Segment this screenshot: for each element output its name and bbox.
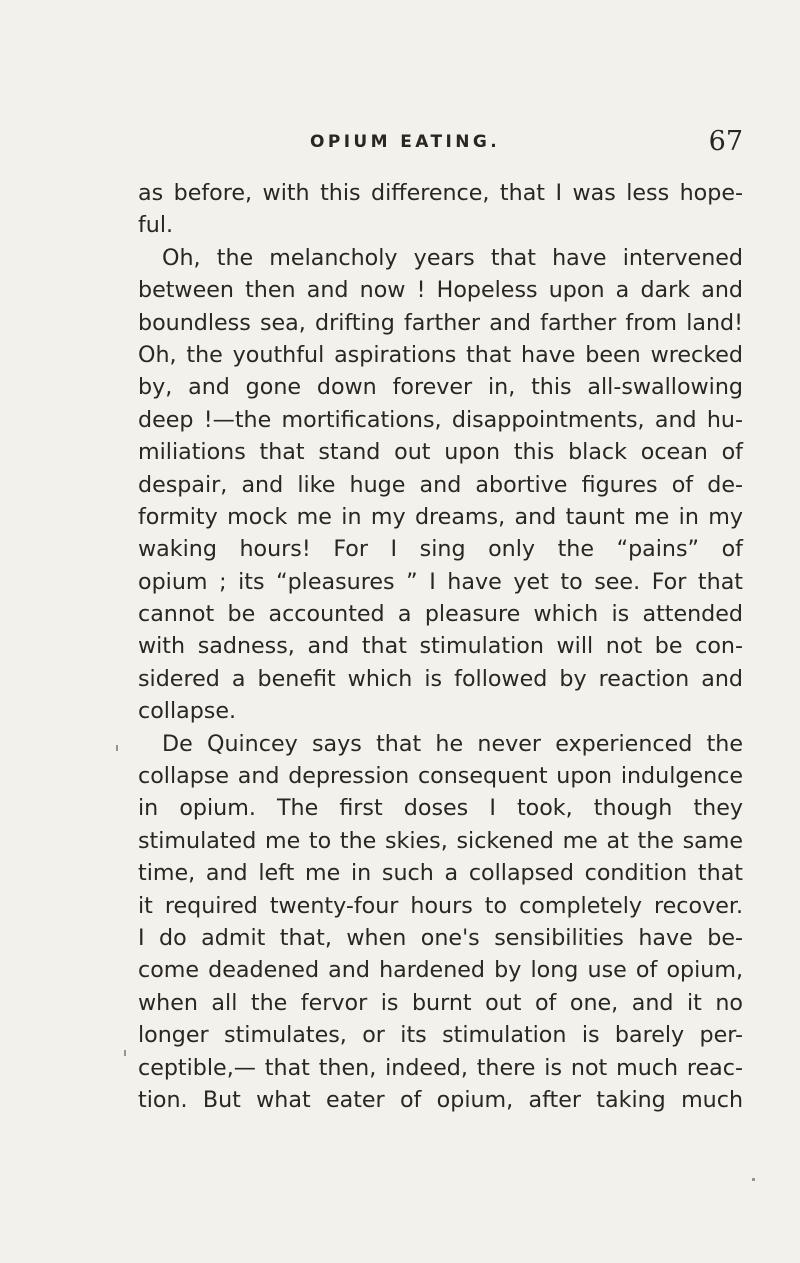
text-line: longer stimulates, or its stimulation is barely per-: [138, 1022, 743, 1049]
margin-speck: [752, 1178, 755, 1181]
text-line: opium ; its “pleasures ” I have yet to see. For that: [138, 568, 743, 595]
margin-speck: [124, 1050, 126, 1056]
text-line: tion. But what eater of opium, after taking much: [138, 1086, 743, 1113]
text-line: waking hours! For I sing only the “pains” of: [138, 536, 743, 563]
text-line: cannot be accounted a pleasure which is attended: [138, 601, 743, 628]
text-line: I do admit that, when one's sensibilities have be-: [138, 924, 743, 951]
text-line: boundless sea, drifting farther and farther from land!: [138, 309, 743, 336]
text-line: in opium. The first doses I took, though they: [138, 795, 743, 822]
text-line: come deadened and hardened by long use of opium,: [138, 957, 743, 984]
text-line: miliations that stand out upon this black ocean of: [138, 439, 743, 466]
text-line: collapse and depression consequent upon indulgence: [138, 763, 743, 790]
running-head: [138, 126, 743, 162]
text-line: sidered a benefit which is followed by reaction and: [138, 665, 743, 692]
text-line: ful.: [138, 212, 174, 239]
text-line: between then and now ! Hopeless upon a dark and: [138, 277, 743, 304]
body-text: [138, 177, 743, 1116]
page-number: 67: [708, 126, 743, 157]
text-line: Oh, the youthful aspirations that have been wrecked: [138, 341, 743, 368]
text-line: formity mock me in my dreams, and taunt me in my: [138, 503, 743, 530]
text-line: ceptible,— that then, indeed, there is not much reac-: [138, 1054, 743, 1081]
text-line: despair, and like huge and abortive figures of de-: [138, 471, 743, 498]
text-line: as before, with this difference, that I was less hope-: [138, 180, 743, 206]
text-line: deep !—the mortifications, disappointments, and hu-: [138, 406, 743, 433]
running-title: OPIUM EATING.: [310, 132, 501, 152]
text-line: stimulated me to the skies, sickened me at the same: [138, 827, 743, 854]
text-line: collapse.: [138, 698, 237, 725]
text-line: time, and left me in such a collapsed condition that: [138, 860, 743, 887]
text-line: Oh, the melancholy years that have intervened: [162, 244, 743, 271]
text-line: by, and gone down forever in, this all-swallowing: [138, 374, 743, 401]
text-line: when all the fervor is burnt out of one, and it no: [138, 989, 743, 1016]
margin-speck: [116, 745, 118, 751]
text-line: it required twenty-four hours to completely recover.: [138, 892, 743, 919]
text-line: De Quincey says that he never experienced the: [162, 730, 743, 757]
text-line: with sadness, and that stimulation will not be con-: [138, 633, 743, 660]
